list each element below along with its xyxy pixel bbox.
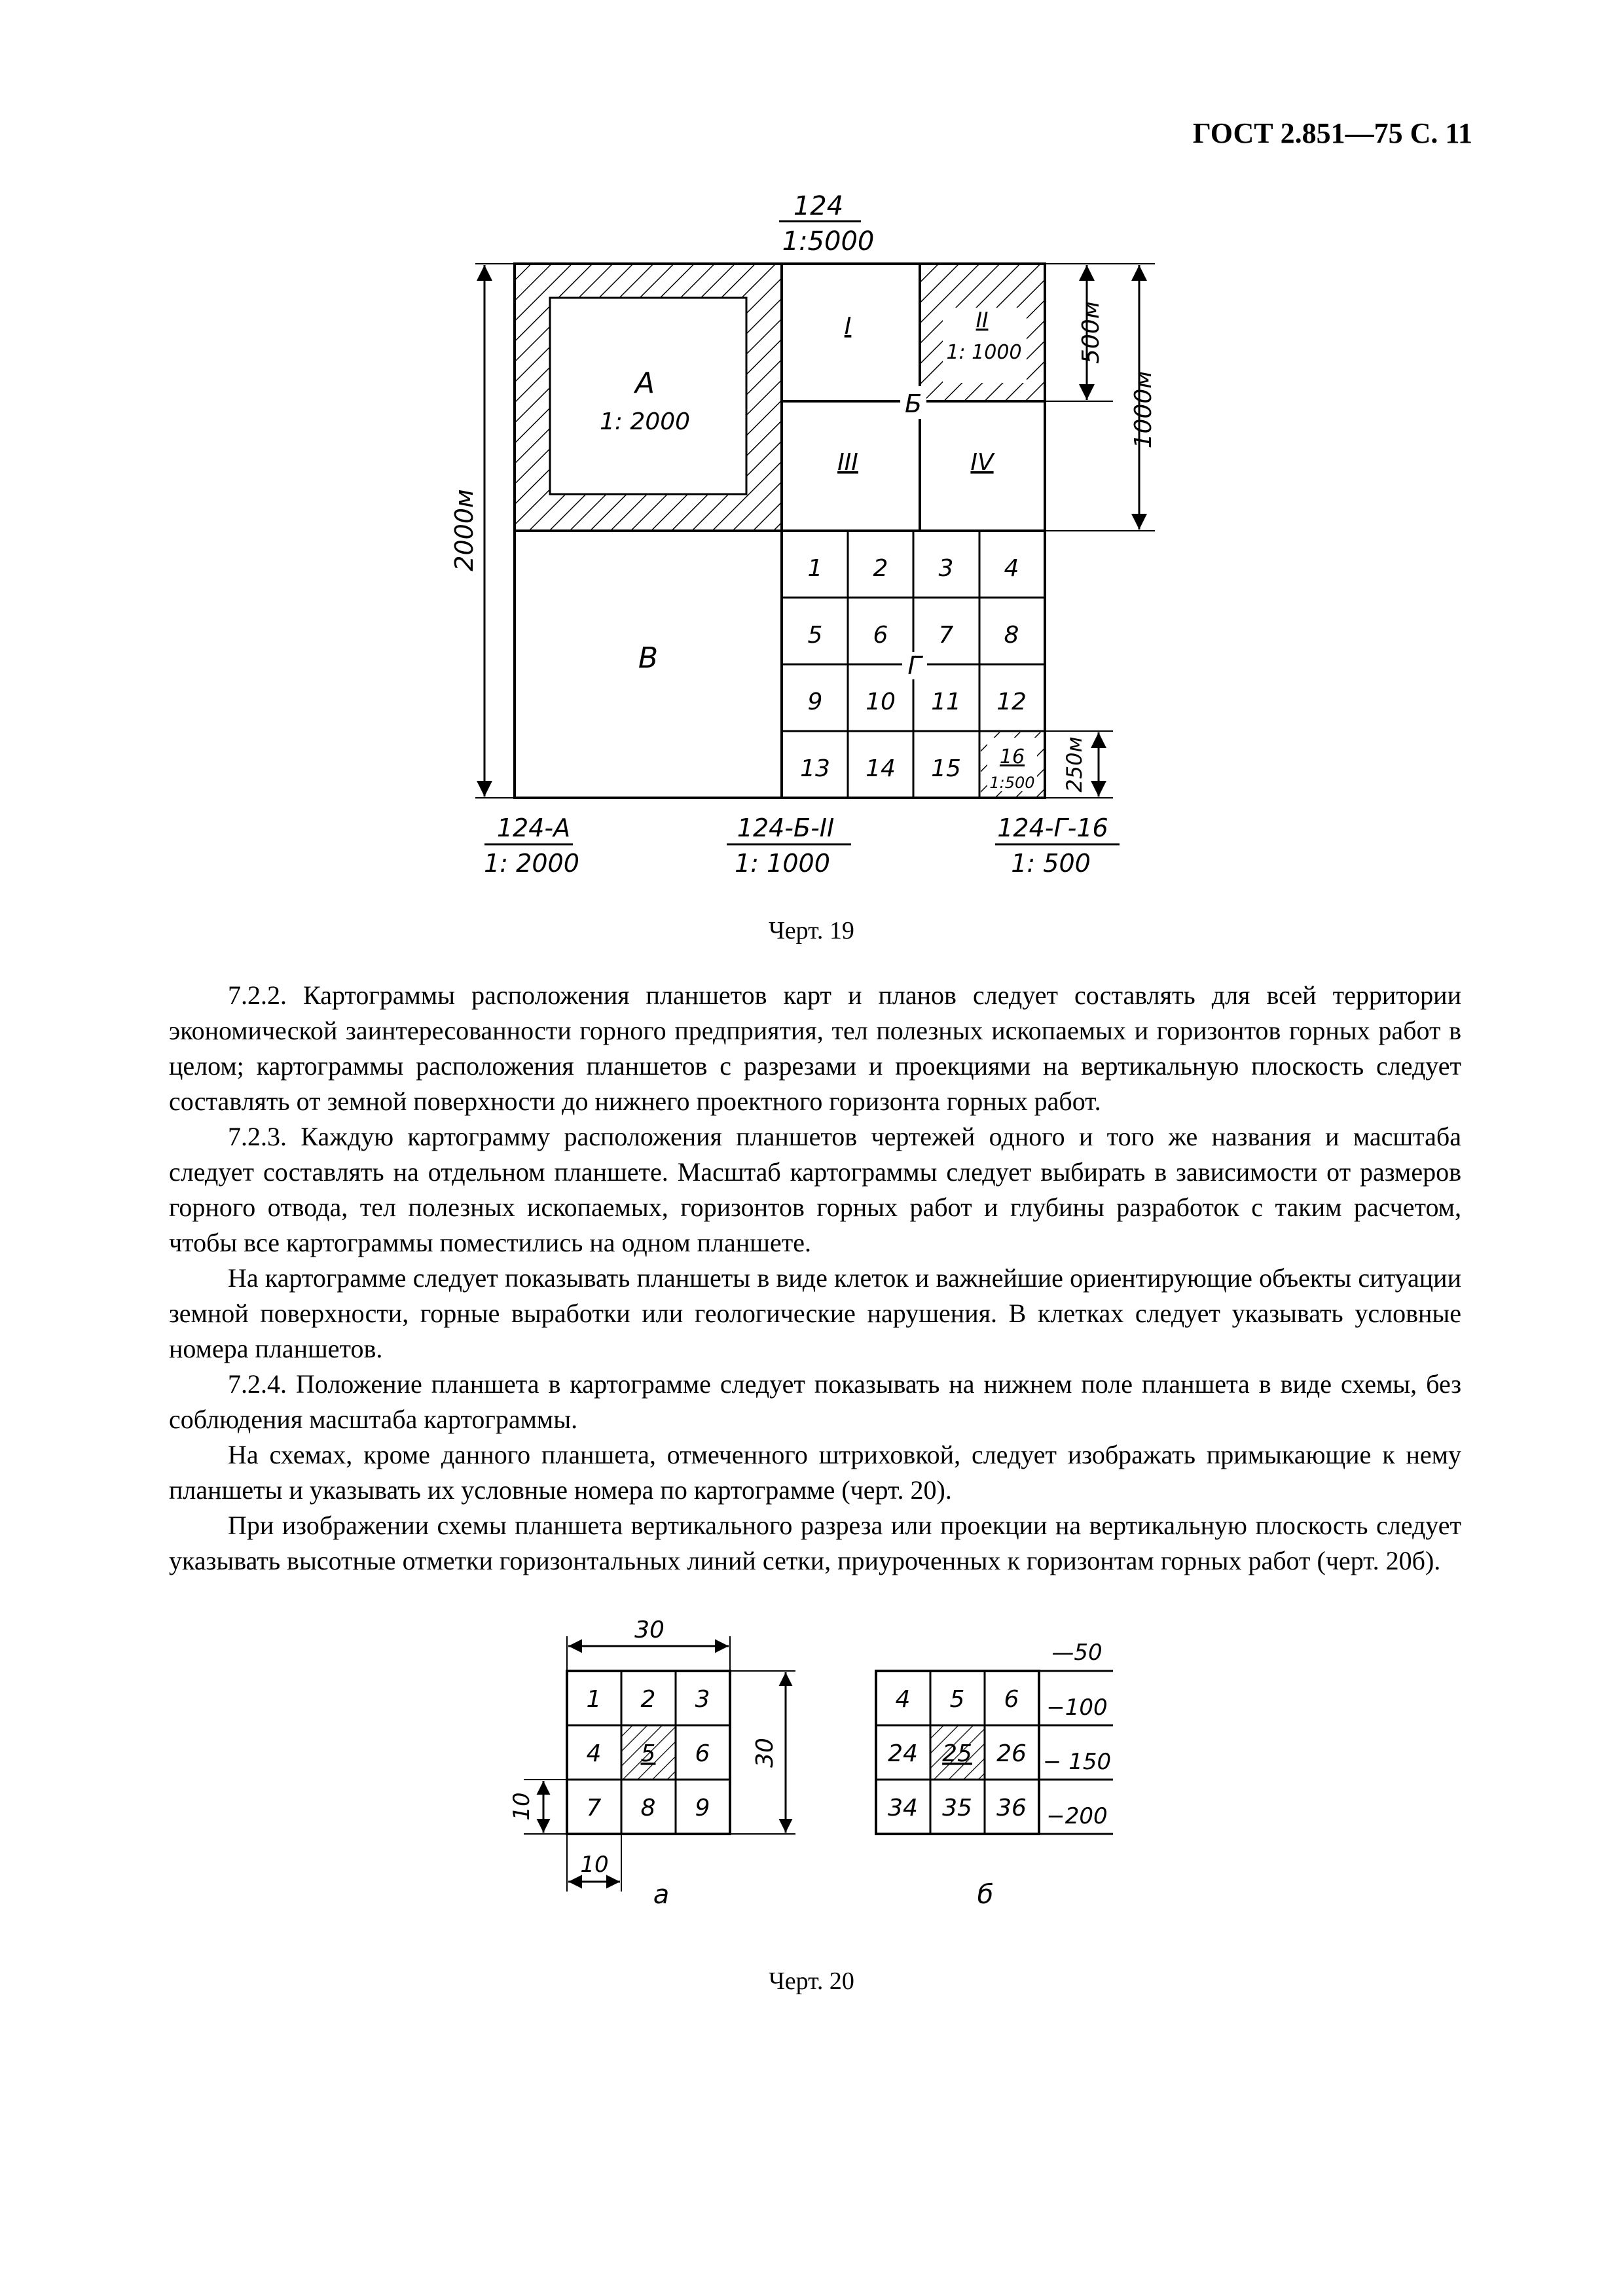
sheet-g-2: 2 (873, 555, 888, 582)
scheme-b-cell-5: 5 (949, 1686, 965, 1713)
sheet-g-13: 13 (800, 755, 830, 782)
sheet-b-ii-scale: 1: 1000 (946, 341, 1022, 364)
sheet-g-3: 3 (938, 555, 954, 582)
scheme-b-cell-34: 34 (888, 1795, 918, 1821)
scheme-a-dim-bottom: 10 (580, 1852, 609, 1878)
paragraph-7-2-2: 7.2.2. Картограммы расположения планшетов карт и планов следует составлять для всей территории экономической заинтересованности горного предприятия, тел полезных ископаемых и горизонтов горных работ в целом; картограммы расположения планшетов с разрезами и проекциями на вертикальную плоскость следует составлять от земной поверхности до нижнего проектного горизонта горных работ. (169, 980, 1461, 1116)
sheet-g-6: 6 (873, 622, 888, 649)
paragraph-cartogram-cells: На картограмме следует показывать планшеты в виде клеток и важнейшие ориентирующие объекты ситуации земной поверхности, горные выработки или геологические нарушения. В клетках следует указывать условные номера планшетов. (169, 1263, 1461, 1363)
sheet-b-iii: III (837, 449, 858, 476)
scheme-b-level-50: —50 (1051, 1640, 1103, 1666)
label-124-a-scale: 1: 2000 (484, 849, 579, 878)
scheme-a-cell-4: 4 (586, 1740, 602, 1767)
paragraph-schemes: На схемах, кроме данного планшета, отмеченного штриховкой, следует изображать примыкающие к нему планшеты и указывать их условные номера по картограмме (черт. 20). (169, 1440, 1461, 1505)
sheet-g-10: 10 (866, 689, 896, 715)
scheme-a-cell-2: 2 (640, 1686, 656, 1713)
label-124-g-16-scale: 1: 500 (1011, 849, 1091, 878)
paragraph-vertical-section: При изображении схемы планшета вертикального разреза или проекции на вертикальную плоскость следует указывать высотные отметки горизонтальных линий сетки, приуроченных к горизонтам горных работ (черт. 20б). (169, 1511, 1461, 1575)
paragraph-7-2-3: 7.2.3. Каждую картограмму расположения планшетов чертежей одного и того же названия и масштаба следует составлять на отдельном планшете. Масштаб картограммы следует выбирать в зависимости от размеров горного отвода, тел полезных ископаемых, горизонтов горных работ и глубины разработок с таким расчетом, чтобы все картограммы поместились на одном планшете. (169, 1122, 1461, 1257)
scheme-a-cell-1: 1 (586, 1686, 602, 1713)
scheme-a-cell-6: 6 (695, 1740, 710, 1767)
dim-1000-label: 1000м (1130, 370, 1157, 449)
figure-20-schemes (0, 1617, 1623, 1944)
sheet-g-9: 9 (807, 689, 823, 715)
figure-19-caption: Черт. 19 (769, 917, 854, 944)
sheet-b-ii-label: II (976, 308, 989, 332)
sheet-g-8: 8 (1004, 622, 1019, 649)
scheme-a-label: а (653, 1880, 670, 1910)
dim-500-label: 500м (1078, 301, 1104, 364)
label-124-b-ii: 124-Б-II (737, 814, 835, 842)
dim-250-label: 250м (1062, 736, 1087, 793)
scheme-b-cell-24: 24 (888, 1740, 918, 1767)
dim-2000-label: 2000м (450, 489, 479, 571)
sheet-g-15: 15 (931, 755, 961, 782)
scheme-a-dim-right: 30 (752, 1738, 778, 1768)
sheet-g-4: 4 (1004, 555, 1019, 582)
block-a-scale: 1: 2000 (599, 408, 691, 435)
scheme-a-cell-8: 8 (640, 1795, 656, 1821)
sheet-g-16-label: 16 (999, 745, 1025, 768)
block-g-name: Г (907, 651, 922, 680)
sheet-g-12: 12 (996, 689, 1027, 715)
scheme-a-cell-7: 7 (586, 1795, 602, 1821)
scheme-b-level-100: −100 (1046, 1695, 1108, 1721)
paragraph-7-2-4: 7.2.4. Положение планшета в картограмме следует показывать на нижнем поле планшета в виде схемы, без соблюдения масштаба картограммы. (169, 1369, 1461, 1434)
scheme-b-level-150: − 150 (1042, 1749, 1112, 1775)
label-124-a: 124-А (496, 814, 571, 842)
block-b-name: Б (904, 389, 922, 418)
scheme-b-cell-36: 36 (996, 1795, 1027, 1821)
scheme-a-cell-5: 5 (640, 1740, 656, 1767)
block-v-name: В (638, 641, 659, 675)
scheme-b-cell-25: 25 (942, 1740, 972, 1767)
figure-19-cartogram (0, 0, 1623, 916)
scheme-b-cell-4: 4 (895, 1686, 911, 1713)
label-124-b-ii-scale: 1: 1000 (735, 849, 830, 878)
scheme-b-label: б (977, 1880, 994, 1910)
sheet-g-16-scale: 1:500 (989, 774, 1035, 792)
body-text (169, 978, 1461, 1579)
scheme-a-dim-left: 10 (509, 1792, 535, 1821)
sheet-g-1: 1 (807, 555, 823, 582)
scheme-a-dim-top: 30 (634, 1617, 665, 1643)
sheet-g-7: 7 (938, 622, 954, 649)
scheme-b-cell-26: 26 (996, 1740, 1027, 1767)
page-header: ГОСТ 2.851—75 С. 11 (1192, 117, 1472, 149)
sheet-b-i: I (844, 313, 852, 340)
figure-20-caption: Черт. 20 (769, 1967, 854, 1995)
scheme-a-cell-9: 9 (695, 1795, 710, 1821)
sheet-g-11: 11 (931, 689, 961, 715)
label-124-g-16: 124-Г-16 (997, 814, 1108, 842)
block-a-name: А (634, 367, 655, 400)
sheet-g-5: 5 (807, 622, 823, 649)
fig19-top-num: 124 (793, 191, 844, 221)
scheme-a-cell-3: 3 (695, 1686, 710, 1713)
scheme-b-cell-6: 6 (1004, 1686, 1019, 1713)
sheet-b-iv: IV (970, 449, 994, 476)
scheme-b-level-200: −200 (1046, 1803, 1108, 1829)
sheet-g-14: 14 (866, 755, 896, 782)
scheme-b-cell-35: 35 (942, 1795, 972, 1821)
fig19-top-scale: 1:5000 (782, 226, 875, 257)
